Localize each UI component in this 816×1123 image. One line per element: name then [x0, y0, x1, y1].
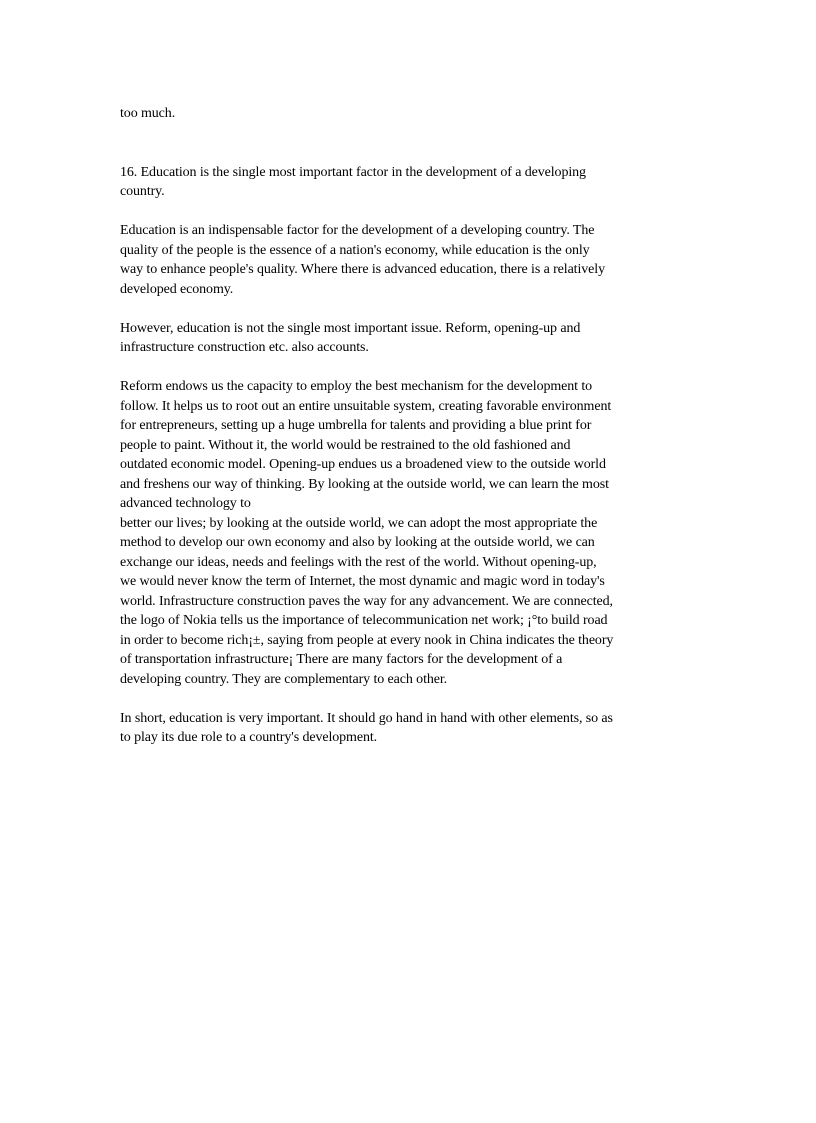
text-line: way to enhance people's quality. Where there is advanced education, there is a relatively: [120, 262, 605, 277]
text-line: of transportation infrastructure¡ There are many factors for the development of a: [120, 652, 563, 667]
text-line: and freshens our way of thinking. By looking at the outside world, we can learn the most: [120, 476, 609, 492]
text-line: too much.: [120, 106, 176, 121]
text-line: advanced technology to: [120, 496, 251, 511]
text-line: outdated economic model. Opening-up endues us a broadened view to the outside world: [120, 457, 606, 472]
text-line: people to paint. Without it, the world would be restrained to the old fashioned and: [120, 437, 571, 453]
text-line: Education is an indispensable factor for the development of a developing country. The: [120, 223, 595, 238]
text-line: for entrepreneurs, setting up a huge umbrella for talents and providing a blue print for: [120, 418, 592, 433]
text-line: better our lives; by looking at the outside world, we can adopt the most appropriate the: [120, 515, 598, 531]
text-line: exchange our ideas, needs and feelings with the rest of the world. Without opening-up,: [120, 554, 597, 570]
paragraph-3: [120, 377, 700, 689]
text-line: 16. Education is the single most important factor in the development of a developing: [120, 164, 586, 180]
essay-heading: [120, 163, 700, 202]
text-line: we would never know the term of Internet, the most dynamic and magic word in today's: [120, 574, 605, 589]
text-line: to play its due role to a country's development.: [120, 730, 378, 745]
paragraph-4: [120, 709, 700, 748]
text-line: In short, education is very important. It should go hand in hand with other elements, so as: [120, 710, 613, 726]
text-line: in order to become rich¡±, saying from people at every nook in China indicates the theory: [120, 632, 614, 648]
text-line: developing country. They are complementary to each other.: [120, 671, 448, 687]
text-line: However, education is not the single most important issue. Reform, opening-up and: [120, 320, 581, 336]
text-line: Reform endows us the capacity to employ the best mechanism for the development to: [120, 379, 593, 394]
text-line: quality of the people is the essence of a nation's economy, while education is the only: [120, 242, 590, 258]
paragraph-2: [120, 319, 700, 358]
document-body: [120, 104, 700, 748]
text-line: country.: [120, 184, 165, 199]
text-line: method to develop our own economy and also by looking at the outside world, we can: [120, 535, 595, 550]
fragment-text: [120, 104, 700, 124]
paragraph-1: [120, 221, 700, 299]
text-line: infrastructure construction etc. also accounts.: [120, 340, 369, 355]
text-line: developed economy.: [120, 281, 234, 297]
text-line: follow. It helps us to root out an entire unsuitable system, creating favorable environment: [120, 398, 612, 414]
text-line: world. Infrastructure construction paves the way for any advancement. We are connected,: [120, 593, 613, 609]
text-line: the logo of Nokia tells us the importance of telecommunication net work; ¡°to build road: [120, 613, 608, 628]
